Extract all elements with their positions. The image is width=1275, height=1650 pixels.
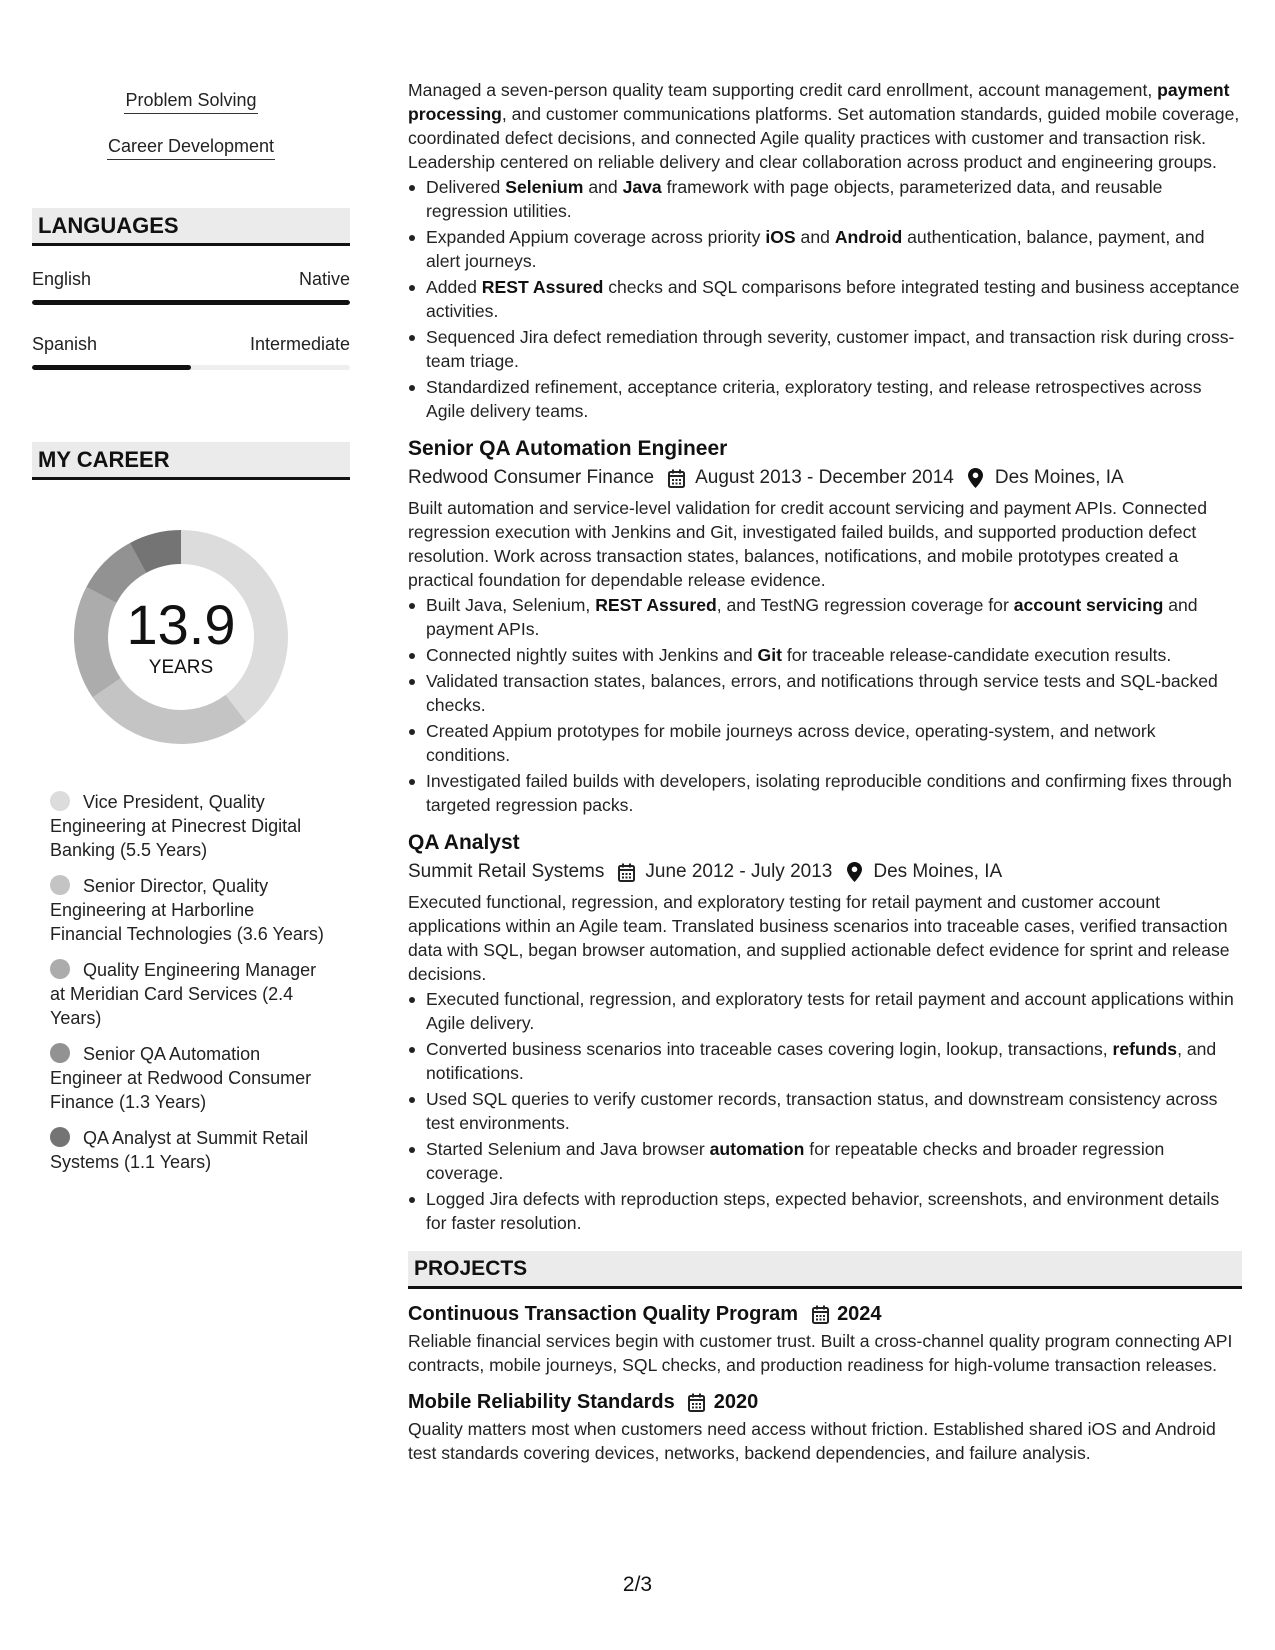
projects-heading: PROJECTS <box>408 1251 1242 1289</box>
career-donut-chart <box>66 522 296 752</box>
career-total-number: 13.9 <box>126 593 236 656</box>
job-bullet: Converted business scenarios into traceable cases covering login, lookup, transactions, refunds, and notifications. <box>408 1037 1242 1085</box>
skill-tag: Problem Solving <box>124 88 257 114</box>
project-description: Reliable financial services begin with customer trust. Built a cross-channel quality program connecting API contracts, mobile journeys, SQL checks, and production readiness for high-volume transaction releases. <box>408 1331 1233 1375</box>
job-bullet: Sequenced Jira defect remediation through severity, customer impact, and transaction risk during cross-team triage. <box>408 325 1242 373</box>
map-pin-icon <box>966 468 986 488</box>
career-legend <box>32 790 350 1174</box>
language-level-fill <box>32 300 350 305</box>
job-bullet: Standardized refinement, acceptance criteria, exploratory testing, and release retrospectives across Agile delivery teams. <box>408 375 1242 423</box>
career-heading: MY CAREER <box>32 442 350 480</box>
job-dates: August 2013 - December 2014 <box>695 467 954 488</box>
job-bullet: Investigated failed builds with developers, isolating reproducible conditions and confirming fixes through targeted regression packs. <box>408 769 1242 817</box>
job-bullet: Added REST Assured checks and SQL comparisons before integrated testing and business acceptance activities. <box>408 275 1242 323</box>
project-title: Mobile Reliability Standards <box>408 1391 675 1413</box>
language-level-fill <box>32 365 191 370</box>
job-bullet: Started Selenium and Java browser automation for repeatable checks and broader regression coverage. <box>408 1137 1242 1185</box>
language-level: Native <box>298 269 350 289</box>
project-year: 2020 <box>713 1391 759 1413</box>
calendar-icon <box>810 1304 830 1324</box>
job-summary: Managed a seven-person quality team supporting credit card enrollment, account management, payment processing, and customer communications platforms. Set automation standards, guided mobile coverage, coordinated defect decisions, and connected Agile quality practices with customer and transaction risk. Leadership centered on reliable delivery and clear collaboration across product and engineering groups. <box>408 80 1240 172</box>
job-bullets <box>408 987 1242 1235</box>
project-title-row <box>408 1301 1242 1327</box>
main-content <box>408 78 1242 1465</box>
job-bullet: Executed functional, regression, and exploratory tests for retail payment and account applications within Agile delivery. <box>408 987 1242 1035</box>
job-title: Senior QA Automation Engineer <box>408 437 728 460</box>
languages-heading: LANGUAGES <box>32 208 350 246</box>
career-legend-item <box>50 1042 330 1114</box>
job-entry <box>408 829 1242 1235</box>
language-item <box>32 333 350 370</box>
job-bullet: Built Java, Selenium, REST Assured, and TestNG regression coverage for account servicing and payment APIs. <box>408 593 1242 641</box>
job-entry <box>408 435 1242 817</box>
career-legend-label: Quality Engineering Manager at Meridian Card Services (2.4 Years) <box>50 960 317 1028</box>
legend-dot <box>50 875 70 895</box>
job-bullet: Delivered Selenium and Java framework with page objects, parameterized data, and reusable regression utilities. <box>408 175 1242 223</box>
project-entry <box>408 1389 1242 1465</box>
job-meta <box>408 465 1242 491</box>
job-company: Redwood Consumer Finance <box>408 467 655 488</box>
job-dates: June 2012 - July 2013 <box>645 861 833 882</box>
job-location: Des Moines, IA <box>873 861 1003 882</box>
job-title: QA Analyst <box>408 831 520 854</box>
career-legend-item <box>50 874 330 946</box>
job-location: Des Moines, IA <box>994 467 1124 488</box>
career-legend-label: Vice President, Quality Engineering at Pinecrest Digital Banking (5.5 Years) <box>50 792 302 860</box>
job-summary: Executed functional, regression, and exploratory testing for retail payment and customer account applications within an Agile team. Translated business scenarios into traceable cases, verified transaction data with SQL, began browser automation, and supplied actionable defect evidence for sprint and release decisions. <box>408 892 1230 984</box>
job-bullet: Created Appium prototypes for mobile journeys across device, operating-system, and network conditions. <box>408 719 1242 767</box>
legend-dot <box>50 791 70 811</box>
career-legend-item <box>50 1126 330 1174</box>
experience-section <box>408 78 1242 1235</box>
career-legend-item <box>50 790 330 862</box>
career-total <box>66 522 296 752</box>
legend-dot <box>50 959 70 979</box>
project-entry <box>408 1301 1242 1377</box>
skill-tag: Career Development <box>107 134 275 160</box>
language-level-bar <box>32 300 350 305</box>
job-summary: Built automation and service-level validation for credit account servicing and payment APIs. Connected regression execution with Jenkins and Git, investigated failed builds, and supported production defect resolution. Work across transaction states, balances, notifications, and mobile prototypes created a practical foundation for dependable release evidence. <box>408 498 1207 590</box>
job-bullet: Connected nightly suites with Jenkins and Git for traceable release-candidate execution results. <box>408 643 1242 667</box>
job-bullets <box>408 175 1242 423</box>
job-bullets <box>408 593 1242 817</box>
language-level-bar <box>32 365 350 370</box>
project-title-row <box>408 1389 1242 1415</box>
calendar-icon <box>616 862 636 882</box>
job-bullet: Validated transaction states, balances, errors, and notifications through service tests and SQL-backed checks. <box>408 669 1242 717</box>
calendar-icon <box>666 468 686 488</box>
language-name: Spanish <box>32 334 98 354</box>
language-item <box>32 268 350 305</box>
career-legend-label: Senior QA Automation Engineer at Redwood Consumer Finance (1.3 Years) <box>50 1044 312 1112</box>
job-meta <box>408 859 1242 885</box>
job-bullet: Used SQL queries to verify customer records, transaction status, and downstream consistency across test environments. <box>408 1087 1242 1135</box>
skills-list <box>32 0 350 180</box>
legend-dot <box>50 1127 70 1147</box>
job-bullet: Expanded Appium coverage across priority iOS and Android authentication, balance, payment, and alert journeys. <box>408 225 1242 273</box>
career-legend-label: Senior Director, Quality Engineering at Harborline Financial Technologies (3.6 Years) <box>50 876 324 944</box>
project-description: Quality matters most when customers need access without friction. Established shared iOS and Android test standards covering devices, networks, backend dependencies, and failure analysis. <box>408 1419 1216 1463</box>
job-bullet: Logged Jira defects with reproduction steps, expected behavior, screenshots, and environment details for faster resolution. <box>408 1187 1242 1235</box>
language-level: Intermediate <box>249 334 350 354</box>
career-total-unit: YEARS <box>148 657 214 678</box>
page-number: 2/3 <box>622 1573 653 1596</box>
legend-dot <box>50 1043 70 1063</box>
calendar-icon <box>687 1392 707 1412</box>
career-legend-label: QA Analyst at Summit Retail Systems (1.1 Years) <box>50 1128 309 1172</box>
sidebar <box>32 0 350 1186</box>
project-title: Continuous Transaction Quality Program <box>408 1303 799 1325</box>
career-legend-item <box>50 958 330 1030</box>
project-year: 2024 <box>837 1303 882 1325</box>
language-name: English <box>32 269 92 289</box>
map-pin-icon <box>844 862 864 882</box>
job-company: Summit Retail Systems <box>408 861 605 882</box>
